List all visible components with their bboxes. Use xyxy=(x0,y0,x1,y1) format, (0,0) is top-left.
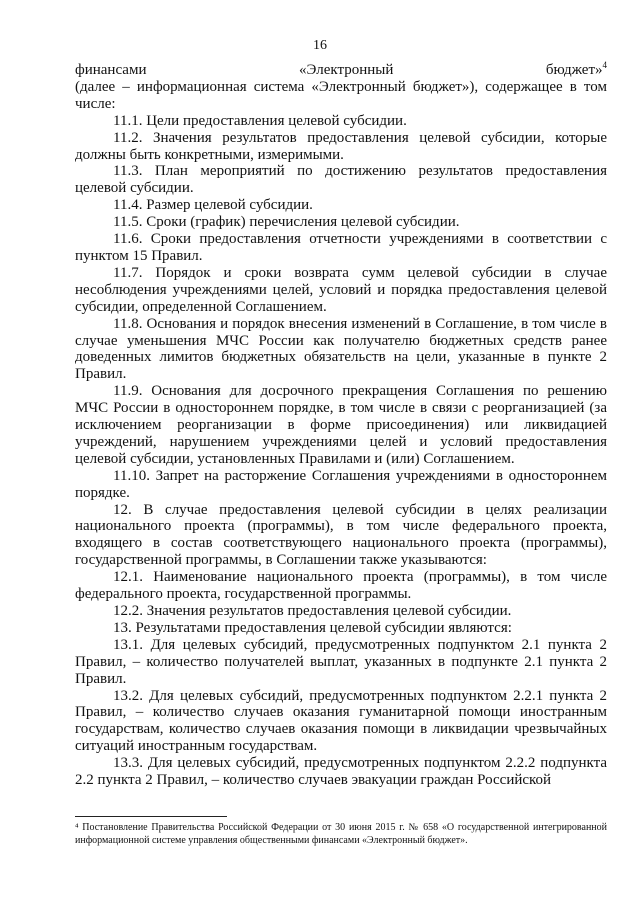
paragraph-11-4: 11.4. Размер целевой субсидии. xyxy=(113,197,313,214)
paragraph-13-2: 13.2. Для целевых субсидий, предусмотренных подпунктом 2.2.1 пункта 2 Правил, – количество случаев оказания гуманитарной помощи иностранным государствам, количество случаев оказания помощи в ликвидации чрезвычайных ситуаций иностранным государствам. xyxy=(75,687,607,755)
paragraph-13: 13. Результатами предоставления целевой субсидии являются: xyxy=(113,619,512,636)
footnote: ⁴ Постановление Правительства Российской Федерации от 30 июня 2015 г. № 658 «О государственной интегрированной информационной системе управления общественными финансами «Электронный бюджет». xyxy=(75,822,607,846)
document-body xyxy=(75,62,607,789)
paragraph-11-9: 11.9. Основания для досрочного прекращения Соглашения по решению МЧС России в одностороннем порядке, в том числе в связи с реорганизацией (за исключением реорганизации в форме присоединения) или ликвидацией учреждений, нарушением учреждениями целей и условий предоставления целевой субсидии, установленных Правилами и (или) Соглашением. xyxy=(75,383,607,467)
paragraph-13-3: 13.3. Для целевых субсидий, предусмотренных подпунктом 2.2.2 подпункта 2.2 пункта 2 Правил, – количество случаев эвакуации граждан Российской xyxy=(75,755,607,789)
paragraph-12-2: 12.2. Значения результатов предоставления целевой субсидии. xyxy=(113,603,512,619)
paragraph-intro-continuation: (далее – информационная система «Электронный бюджет»), содержащее в том числе: xyxy=(75,78,607,112)
paragraph-12: 12. В случае предоставления целевой субсидии в целях реализации национального проекта (программы), в том числе федерального проекта, входящего в состав соответствующего национального проекта (программы), государственной программы, в Соглашении также указываются: xyxy=(75,501,607,569)
paragraph-intro-text: финансами «Электронный бюджет» xyxy=(75,62,603,78)
paragraph-11-1: 11.1. Цели предоставления целевой субсидии. xyxy=(113,112,407,129)
paragraph-11-6: 11.6. Сроки предоставления отчетности учреждениями в соответствии с пунктом 15 Правил. xyxy=(75,231,607,264)
paragraph-11-7: 11.7. Порядок и сроки возврата сумм целевой субсидии в случае несоблюдения учреждениями целей, условий и порядка предоставления целевой субсидии, определенной Соглашением. xyxy=(75,264,607,315)
footnote-reference: 4 xyxy=(602,60,607,70)
paragraph-12-1: 12.1. Наименование национального проекта (программы), в том числе федерального проекта, государственной программы. xyxy=(75,569,607,603)
paragraph-11-3: 11.3. План мероприятий по достижению результатов предоставления целевой субсидии. xyxy=(75,163,607,197)
paragraph-11-10: 11.10. Запрет на расторжение Соглашения учреждениями в одностороннем порядке. xyxy=(75,467,607,501)
paragraph-13-1: 13.1. Для целевых субсидий, предусмотренных подпунктом 2.1 пункта 2 Правил, – количество получателей выплат, указанных в подпункте 2.1 пункта 2 Правил. xyxy=(75,636,607,687)
footnote-divider xyxy=(75,816,227,817)
paragraph-11-8: 11.8. Основания и порядок внесения изменений в Соглашение, в том числе в случае уменьшения МЧС России как получателю бюджетных средств ранее доведенных лимитов бюджетных обязательств на цели, указанные в пункте 2 Правил. xyxy=(75,315,607,383)
paragraph-11-2: 11.2. Значения результатов предоставления целевой субсидии, которые должны быть конкретными, измеримыми. xyxy=(75,129,607,163)
page-number: 16 xyxy=(313,38,327,53)
paragraph-11-5: 11.5. Сроки (график) перечисления целевой субсидии. xyxy=(113,214,460,231)
paragraph-intro-line xyxy=(75,62,607,79)
